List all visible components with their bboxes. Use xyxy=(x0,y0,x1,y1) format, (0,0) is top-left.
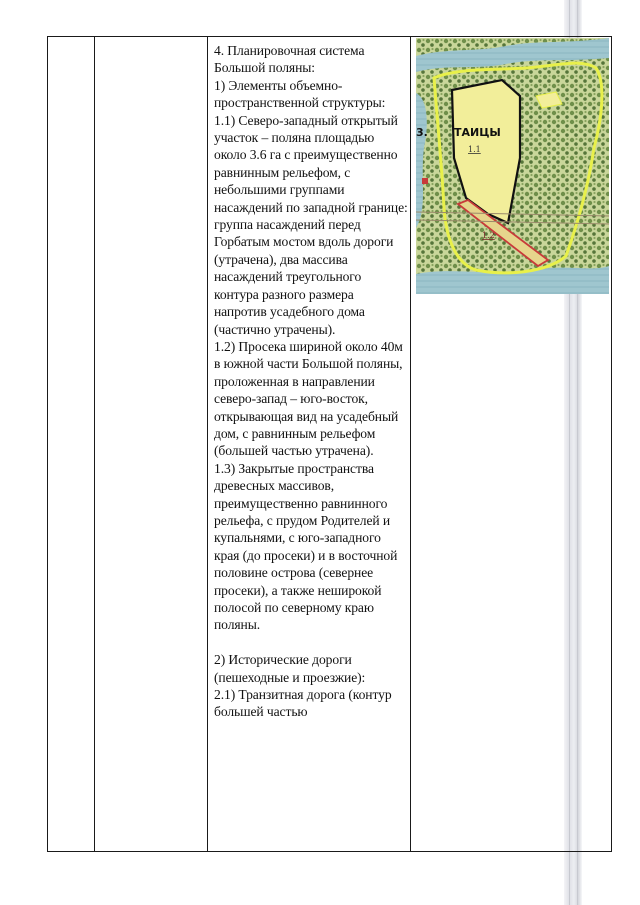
table-column-border xyxy=(410,36,411,852)
paragraph-2-1: 2.1) Транзитная дорога (контур большей частью xyxy=(214,687,392,720)
map-place-label: ТАИЦЫ xyxy=(454,126,501,139)
section-heading: 4. Планировочная система Большой поляны: xyxy=(214,43,365,76)
table-bottom-border xyxy=(47,851,611,852)
historical-map-image xyxy=(416,38,609,294)
paragraph-gap xyxy=(214,634,408,651)
description-cell xyxy=(214,42,408,721)
table-column-border xyxy=(207,36,208,852)
table-column-border xyxy=(611,36,612,852)
paragraph-1-2: 1.2) Просека шириной около 40м в южной части Большой поляны, проложенная в направлении северо-запад – юго-восток, открывающая вид на усадебный дом, с равнинным рельефом (большей частью утрачена). xyxy=(214,338,403,459)
table-top-border xyxy=(47,36,611,37)
paragraph-1-1: 1.1) Северо-западный открытый участок – поляна площадью около 3.6 га с преимущественно равнинным рельефом, с небольшими группами насаждений по западной границе: группа насаждений перед Горбатым мостом вдоль дороги (утрачена), два массива насаждений треугольного контура разного размера напротив усадебного дома (частично утрачены). xyxy=(214,112,408,337)
map-area-1-label: 1.1 xyxy=(468,145,481,154)
subsection-heading-2: 2) Исторические дороги (пешеходные и проезжие): xyxy=(214,652,366,685)
paragraph-1-3: 1.3) Закрытые пространства древесных массивов, преимущественно равнинного рельефа, с прудом Родителей и купальнями, с юго-западного края (до просеки) и в восточной половине острова (севернее просеки), а также неширокой полосой по северному краю поляны. xyxy=(214,460,398,633)
map-corner-label: 3. xyxy=(416,126,428,139)
table-column-border xyxy=(94,36,95,852)
subsection-heading: 1) Элементы объемно-пространственной структуры: xyxy=(214,77,386,111)
table-column-border xyxy=(47,36,48,852)
map-area-2-label: 1.2 xyxy=(482,231,495,240)
